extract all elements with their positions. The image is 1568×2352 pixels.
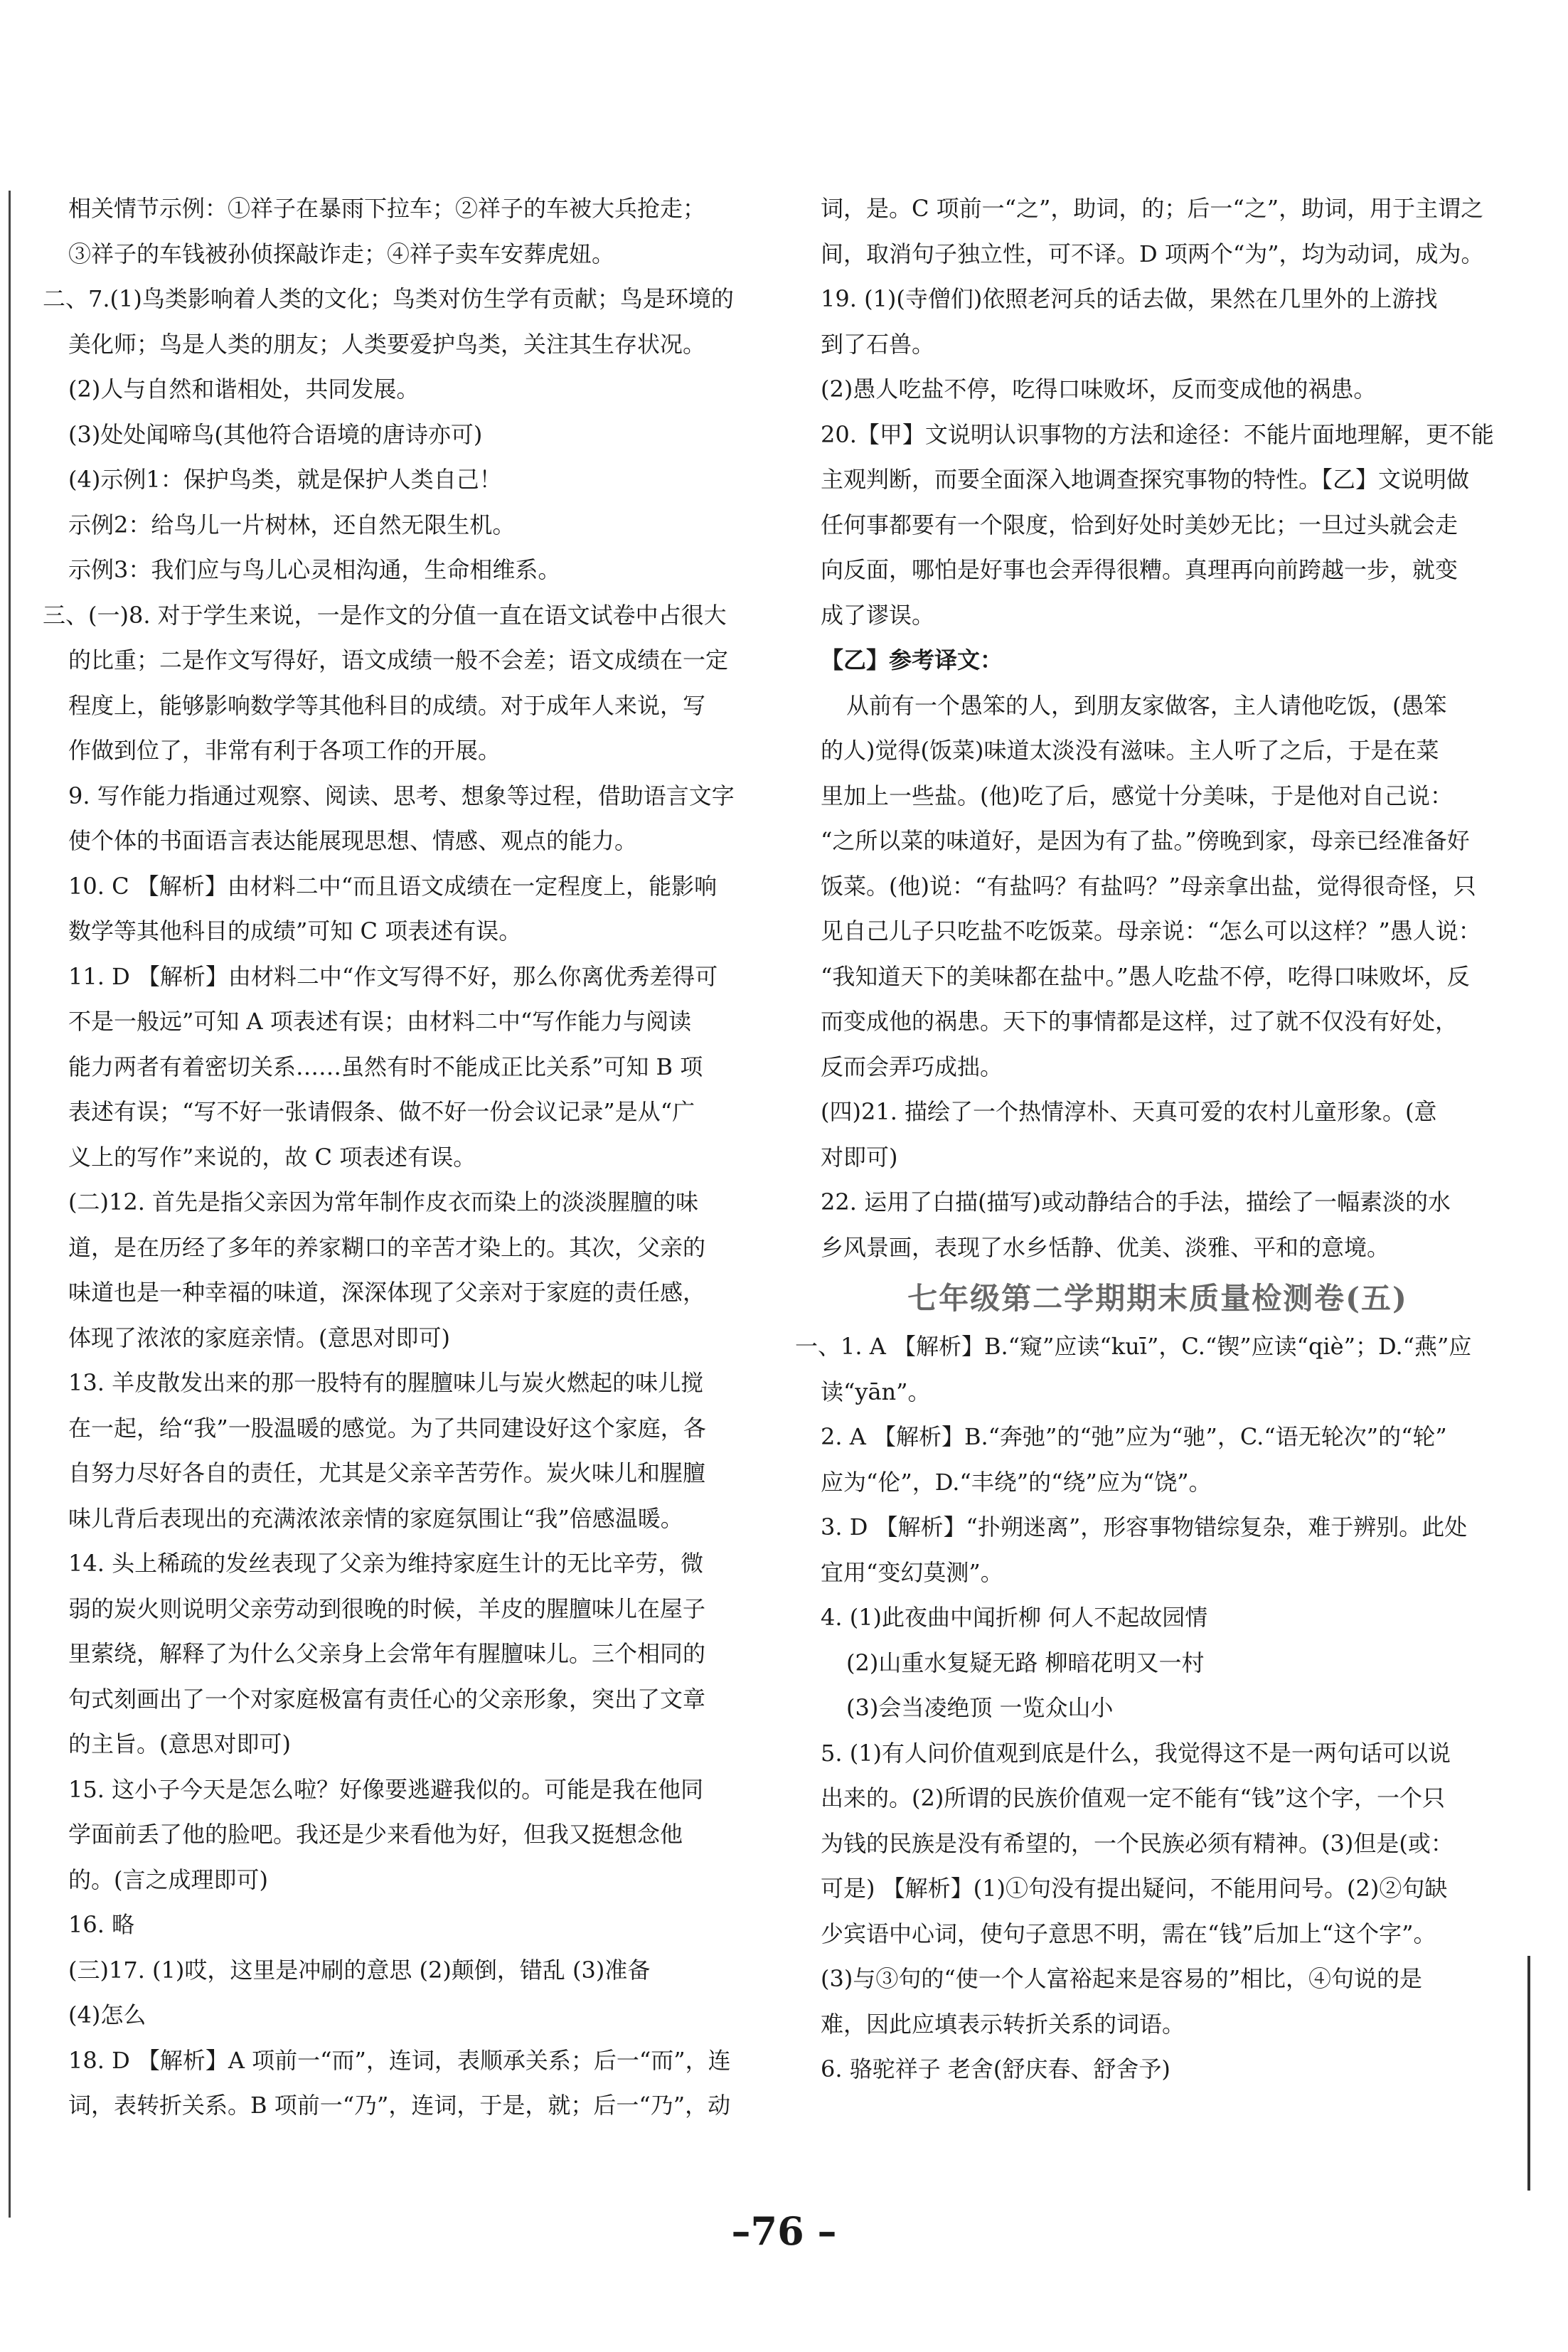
- text-line: 18. D 【解析】A 项前一“而”，连词，表顺承关系；后一“而”，连: [68, 2046, 731, 2074]
- text-line: 19. (1)(寺僧们)依照老河兵的话去做，果然在几里外的上游找: [821, 285, 1438, 312]
- text-line: 14. 头上稀疏的发丝表现了父亲为维持家庭生计的无比辛劳，微: [68, 1550, 704, 1577]
- text-line: 三、(一)8. 对于学生来说，一是作文的分值一直在语文试卷中占很大: [43, 601, 727, 629]
- text-line: 而变成他的祸患。天下的事情都是这样，过了就不仅没有好处，: [821, 1008, 1458, 1035]
- text-line: 2. A 【解析】B.“奔弛”的“弛”应为“驰”，C.“语无轮次”的“轮”: [821, 1423, 1447, 1450]
- text-line: 饭菜。(他)说：“有盐吗？有盐吗？”母亲拿出盐，觉得很奇怪，只: [821, 872, 1476, 900]
- page-number: –76 –: [731, 2208, 837, 2254]
- text-line: 13. 羊皮散发出来的那一股特有的腥膻味儿与炭火燃起的味儿搅: [68, 1369, 704, 1396]
- text-line: “我知道天下的美味都在盐中。”愚人吃盐不停，吃得口味败坏，反: [821, 962, 1470, 990]
- text-line: 见自己儿子只吃盐不吃饭菜。母亲说：“怎么可以这样？”愚人说：: [821, 917, 1481, 944]
- text-line: 道，是在历经了多年的养家糊口的辛苦才染上的。其次，父亲的: [68, 1233, 706, 1261]
- text-line: 在一起，给“我”一股温暖的感觉。为了共同建设好这个家庭，各: [68, 1414, 706, 1442]
- text-line: 词，是。C 项前一“之”，助词，的；后一“之”，助词，用于主谓之: [821, 195, 1484, 222]
- text-line: (二)12. 首先是指父亲因为常年制作皮衣而染上的淡淡腥膻的味: [68, 1188, 699, 1215]
- text-line: 15. 这小子今天是怎么啦？好像要逃避我似的。可能是我在他同: [68, 1775, 704, 1803]
- text-line: 作做到位了，非常有利于各项工作的开展。: [68, 737, 501, 764]
- text-line: 程度上，能够影响数学等其他科目的成绩。对于成年人来说，写: [68, 691, 706, 719]
- text-line: 从前有一个愚笨的人，到朋友家做客，主人请他吃饭，(愚笨: [846, 691, 1447, 719]
- text-line: (四)21. 描绘了一个热情淳朴、天真可爱的农村儿童形象。(意: [821, 1098, 1437, 1125]
- text-line: 6. 骆驼祥子 老舍(舒庆春、舒舍予): [821, 2055, 1170, 2082]
- text-line: 应为“伦”，D.“丰绕”的“绕”应为“饶”。: [821, 1468, 1212, 1496]
- text-line: 能力两者有着密切关系……虽然有时不能成正比关系”可知 B 项: [68, 1053, 703, 1080]
- text-line: 少宾语中心词，使句子意思不明，需在“钱”后加上“这个字”。: [821, 1920, 1436, 1947]
- text-line: 义上的写作”来说的，故 C 项表述有误。: [68, 1143, 476, 1171]
- text-line: 自努力尽好各自的责任，尤其是父亲辛苦劳作。炭火味儿和腥膻: [68, 1459, 706, 1486]
- text-line: 数学等其他科目的成绩”可知 C 项表述有误。: [68, 917, 522, 944]
- left-column: [43, 186, 768, 2129]
- text-line: 味道也是一种幸福的味道，深深体现了父亲对于家庭的责任感，: [68, 1279, 706, 1306]
- text-line: 11. D 【解析】由材料二中“作文写得不好，那么你离优秀差得可: [68, 962, 718, 990]
- text-line: 任何事都要有一个限度，恰到好处时美妙无比；一旦过头就会走: [821, 511, 1458, 538]
- text-line: 弱的炭火则说明父亲劳动到很晚的时候，羊皮的腥膻味儿在屋子: [68, 1595, 706, 1622]
- text-line: 20.【甲】文说明认识事物的方法和途径：不能片面地理解，更不能: [821, 420, 1494, 448]
- text-line: 22. 运用了白描(描写)或动静结合的手法，描绘了一幅素淡的水: [821, 1188, 1451, 1215]
- text-line: 乡风景画，表现了水乡恬静、优美、淡雅、平和的意境。: [821, 1233, 1390, 1261]
- text-line: 10. C 【解析】由材料二中“而且语文成绩在一定程度上，能影响: [68, 872, 718, 900]
- text-line: 9. 写作能力指通过观察、阅读、思考、想象等过程，借助语言文字: [68, 782, 735, 809]
- text-line: 向反面，哪怕是好事也会弄得很糟。真理再向前跨越一步，就变: [821, 556, 1458, 583]
- text-line: 示例2：给鸟儿一片树林，还自然无限生机。: [68, 511, 516, 538]
- text-line: 到了石兽。: [821, 330, 935, 358]
- text-line: 16. 略: [68, 1911, 135, 1938]
- text-line: 的主旨。(意思对即可): [68, 1730, 291, 1757]
- text-line: 间，取消句子独立性，可不译。D 项两个“为”，均为动词，成为。: [821, 240, 1484, 267]
- text-line: 的人)觉得(饭菜)味道太淡没有滋味。主人听了之后，于是在菜: [821, 737, 1439, 764]
- text-line: 词，表转折关系。B 项前一“乃”，连词，于是，就；后一“乃”，动: [68, 2092, 731, 2119]
- section-title: 七年级第二学期期末质量检测卷(五): [907, 1281, 1408, 1316]
- right-column-answers: [795, 186, 1520, 1270]
- text-line: 使个体的书面语言表达能展现思想、情感、观点的能力。: [68, 827, 638, 854]
- text-line: 里加上一些盐。(他)吃了后，感觉十分美味，于是他对自己说：: [821, 782, 1453, 809]
- text-line: 【乙】参考译文：: [821, 646, 1003, 674]
- text-line: 反而会弄巧成拙。: [821, 1053, 1003, 1080]
- text-line: (4)怎么: [68, 2001, 146, 2028]
- text-line: 味儿背后表现出的充满浓浓亲情的家庭氛围让“我”倍感温暖。: [68, 1504, 683, 1532]
- text-line: (3)会当凌绝顶 一览众山小: [846, 1694, 1114, 1721]
- text-line: 一、1. A 【解析】B.“窥”应读“kuī”，C.“锲”应读“qiè”；D.“燕”应: [795, 1333, 1472, 1360]
- text-line: (4)示例1：保护鸟类，就是保护人类自己！: [68, 466, 502, 493]
- text-line: 5. (1)有人问价值观到底是什么，我觉得这不是一两句话可以说: [821, 1739, 1451, 1767]
- text-line: ③祥子的车钱被孙侦探敲诈走；④祥子卖车安葬虎妞。: [68, 240, 615, 267]
- text-line: 可是) 【解析】(1)①句没有提出疑问，不能用问号。(2)②句缺: [821, 1875, 1448, 1902]
- text-line: 出来的。(2)所谓的民族价值观一定不能有“钱”这个字，一个只: [821, 1784, 1446, 1811]
- right-column: [795, 186, 1520, 2092]
- text-line: 对即可): [821, 1143, 898, 1171]
- text-line: 的。(言之成理即可): [68, 1866, 268, 1893]
- text-line: (2)愚人吃盐不停，吃得口味败坏，反而变成他的祸患。: [821, 376, 1377, 403]
- text-line: (三)17. (1)哎，这里是冲刷的意思 (2)颠倒，错乱 (3)准备: [68, 1956, 651, 1984]
- text-line: (2)人与自然和谐相处，共同发展。: [68, 376, 420, 403]
- text-line: (3)处处闻啼鸟(其他符合语境的唐诗亦可): [68, 420, 483, 448]
- text-line: 相关情节示例：①祥子在暴雨下拉车；②祥子的车被大兵抢走；: [68, 195, 706, 222]
- text-line: 学面前丢了他的脸吧。我还是少来看他为好，但我又挺想念他: [68, 1821, 683, 1848]
- text-line: 成了谬误。: [821, 601, 935, 629]
- text-line: “之所以菜的味道好，是因为有了盐。”傍晚到家，母亲已经准备好: [821, 827, 1470, 854]
- text-line: 宜用“变幻莫测”。: [821, 1558, 1003, 1586]
- text-line: 读“yān”。: [821, 1378, 931, 1405]
- text-line: 里萦绕，解释了为什么父亲身上会常年有腥膻味儿。三个相同的: [68, 1640, 706, 1667]
- text-line: 主观判断，而要全面深入地调查探究事物的特性。【乙】文说明做: [821, 466, 1470, 493]
- text-line: 美化师；鸟是人类的朋友；人类要爱护鸟类，关注其生存状况。: [68, 330, 706, 358]
- right-margin-rule: [1527, 1956, 1530, 2191]
- text-line: 3. D 【解析】“扑朔迷离”，形容事物错综复杂，难于辨别。此处: [821, 1513, 1468, 1540]
- text-line: 难，因此应填表示转折关系的词语。: [821, 2010, 1185, 2038]
- text-line: 为钱的民族是没有希望的，一个民族必须有精神。(3)但是(或：: [821, 1829, 1454, 1857]
- left-margin-rule: [9, 191, 11, 2218]
- text-line: 4. (1)此夜曲中闻折柳 何人不起故园情: [821, 1604, 1208, 1631]
- text-line: 不是一般远”可知 A 项表述有误；由材料二中“写作能力与阅读: [68, 1008, 692, 1035]
- text-line: 示例3：我们应与鸟儿心灵相沟通，生命相维系。: [68, 556, 561, 583]
- text-line: (2)山重水复疑无路 柳暗花明又一村: [846, 1649, 1205, 1676]
- text-line: 二、7.(1)鸟类影响着人类的文化；鸟类对仿生学有贡献；鸟是环境的: [43, 285, 734, 312]
- text-line: 的比重；二是作文写得好，语文成绩一般不会差；语文成绩在一定: [68, 646, 729, 674]
- right-column-exam-five-answers: [795, 1324, 1520, 2092]
- text-line: 体现了浓浓的家庭亲情。(意思对即可): [68, 1324, 450, 1351]
- text-line: 句式刻画出了一个对家庭极富有责任心的父亲形象，突出了文章: [68, 1685, 706, 1713]
- text-line: (3)与③句的“使一个人富裕起来是容易的”相比，④句说的是: [821, 1965, 1423, 1992]
- text-line: 表述有误；“写不好一张请假条、做不好一份会议记录”是从“广: [68, 1098, 695, 1125]
